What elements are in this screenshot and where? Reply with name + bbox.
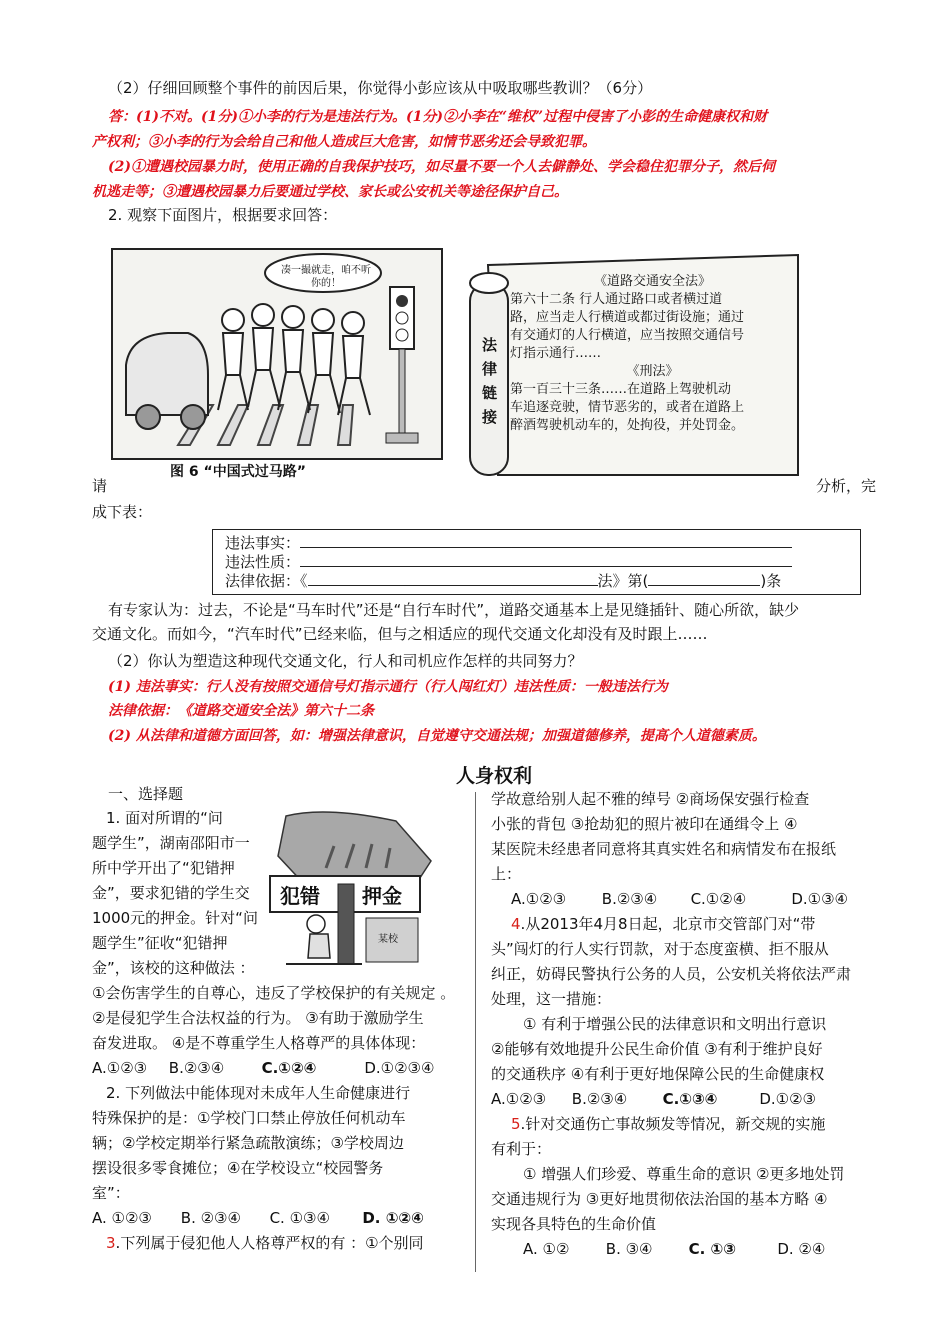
scroll-side-label: 法律链接: [482, 336, 498, 426]
article-blank[interactable]: [648, 571, 760, 586]
figure-caption: 图 6 “中国式过马路”: [170, 464, 306, 480]
basis-mid: 法》第(: [597, 572, 649, 590]
choice-a[interactable]: A.①②③: [92, 1059, 148, 1077]
column-divider: [475, 792, 476, 1272]
q4-line: 头”闯灯的行人实行罚款，对于态度蛮横、拒不服从: [491, 940, 829, 958]
q1-line: 题学生”征收“犯错押: [92, 934, 228, 952]
choice-d[interactable]: D.①②③④: [364, 1059, 435, 1077]
table-row-basis: [225, 571, 781, 591]
answer-2-line-2: 机逃走等；③遭遇校园暴力后要通过学校、家长或公安机关等途径保护自己。: [92, 184, 568, 200]
left-column-q3: [106, 1231, 424, 1256]
q3-choices: [511, 887, 848, 912]
q4-line: 纠正，妨碍民警执行公务的人员，公安机关将依法严肃: [491, 965, 852, 983]
q1-line: 金”，该校的这种做法 ：: [92, 959, 255, 977]
law1-line: 第六十二条 行人通过路口或者横过道: [510, 292, 723, 307]
q4-option-line: 的交通秩序 ④有利于更好地保障公民的生命健康权: [491, 1065, 825, 1083]
q4-option-line: ① 有利于增强公民的法律意识和文明出行意识: [523, 1015, 827, 1033]
q3-line: 上：: [491, 865, 522, 883]
question-2b: （2）你认为塑造这种现代交通文化，行人和司机应作怎样的共同努力？: [108, 652, 583, 670]
choice-b[interactable]: B.②③④: [571, 1090, 628, 1108]
q2-line: 特殊保护的是：①学校门口禁止停放任何机动车: [92, 1109, 406, 1127]
choice-d[interactable]: D.①②③: [759, 1090, 817, 1108]
q5-option-line: ① 增强人们珍爱、尊重生命的意识 ②更多地处罚: [523, 1165, 845, 1183]
q3-text: .下列属于侵犯他人人格尊严权的有 ：①个别同: [115, 1234, 424, 1252]
expert-line-2: 交通文化。而如今，“汽车时代”已经来临，但与之相适应的现代交通文化却没有及时跟上……: [92, 625, 708, 643]
question-2-prompt: （2）仔细回顾整个事件的前因后果，你觉得小彭应该从中吸取哪些教训？（6分）: [108, 79, 653, 97]
complete-table-label: 成下表：: [92, 503, 153, 521]
choice-b[interactable]: B. ②③④: [180, 1209, 241, 1227]
left-column-q2: [92, 1081, 410, 1206]
table-row-nature: [225, 552, 792, 572]
answer-3-line-3: (2) 从法律和道德方面回答，如：增强法律意识，自觉遵守交通法规；加强道德修养，提高个人道德素质。: [108, 728, 766, 744]
choice-b[interactable]: B.②③④: [168, 1059, 225, 1077]
left-column-q1: [92, 806, 258, 981]
basis-end: )条: [760, 572, 782, 590]
q4-line: .从2013年4月8日起，北京市交管部门对“带: [520, 915, 816, 933]
q5-choices: [523, 1237, 825, 1262]
answer-3-line-2: 法律依据：《道路交通安全法》第六十二条: [108, 703, 374, 719]
choice-b[interactable]: B. ③④: [605, 1240, 653, 1258]
choice-c[interactable]: C.①②④: [690, 890, 747, 908]
overlap-text-right: 分析，完: [816, 477, 877, 495]
choice-d[interactable]: D. ②④: [777, 1240, 826, 1258]
q4-options: [491, 1012, 826, 1087]
q3-line: 某医院未经患者同意将其真实姓名和病情发布在报纸: [491, 840, 837, 858]
basis-label: 法律依据：《: [225, 572, 308, 590]
crossing-figure: [108, 245, 808, 485]
law-name-blank[interactable]: [308, 571, 598, 586]
answer-1-line-1: 答：(1)不对。(1分)①小李的行为是违法行为。(1分)②小李在“维权”过程中侵害了小彭的生命健康权和财: [108, 109, 768, 125]
q4-number: 4: [511, 915, 521, 933]
q1-line: 题学生”，湖南邵阳市一: [92, 834, 250, 852]
answer-3-line-1: (1) 违法事实：行人没有按照交通信号灯指示通行（行人闯红灯）违法性质：一般违法行为: [108, 679, 668, 695]
q2-choices: [92, 1206, 424, 1231]
choice-c[interactable]: C. ①③: [688, 1240, 736, 1258]
q1-choices: [92, 1056, 434, 1081]
law2-line: 醉酒驾驶机动车的，处拘役，并处罚金。: [510, 418, 745, 433]
q1-line: 1000元的押金。针对“问: [92, 909, 258, 927]
banner-text-right: 押金: [362, 884, 402, 908]
q5-line: 有利于：: [491, 1140, 552, 1158]
law2-title: 《刑法》: [626, 364, 679, 379]
plate-text: 某校: [378, 934, 398, 945]
overlap-text-left: 请: [92, 477, 108, 495]
q3-number: 3: [106, 1234, 116, 1252]
choice-heading: 一、选择题: [108, 785, 184, 803]
q2-line: 2. 下列做法中能体现对未成年人生命健康进行: [106, 1084, 411, 1102]
q3-line: 小张的背包 ③抢劫犯的照片被印在通缉令上 ④: [491, 815, 798, 833]
nature-blank[interactable]: [300, 552, 792, 567]
law-excerpt: [510, 273, 795, 435]
right-column-q5: [491, 1112, 825, 1162]
answer-1-line-2: 产权利；③小李的行为会给自己和他人造成巨大危害，如情节恶劣还会导致犯罪。: [92, 134, 596, 150]
fact-label: 违法事实：: [225, 534, 301, 552]
law1-line: 有交通灯的人行横道，应当按照交通信号: [510, 328, 745, 343]
law1-line: 灯指示通行……: [510, 346, 602, 361]
section-title: 人身权利: [456, 765, 533, 787]
right-column-q3: [491, 787, 836, 887]
choice-a[interactable]: A.①②③: [511, 890, 567, 908]
q5-option-line: 实现各具特色的生命价值: [491, 1215, 657, 1233]
fact-blank[interactable]: [300, 533, 792, 548]
q1-option-line: ①会伤害学生的自尊心，违反了学校保护的有关规定 。: [92, 984, 456, 1002]
choice-c[interactable]: C.①③④: [662, 1090, 718, 1108]
q2-line: 室”：: [92, 1184, 130, 1202]
q1-option-line: 奋发进取。 ④是不尊重学生人格尊严的具体体现：: [92, 1034, 426, 1052]
q2-line: 摆设很多零食摊位；④在学校设立“校园警务: [92, 1159, 384, 1177]
q5-line: .针对交通伤亡事故频发等情况，新交规的实施: [520, 1115, 826, 1133]
question-observe: 2. 观察下面图片，根据要求回答：: [108, 206, 338, 224]
choice-d[interactable]: D. ①②④: [362, 1209, 424, 1227]
choice-c[interactable]: C.①②④: [261, 1059, 317, 1077]
q4-option-line: ②能够有效地提升公民生命价值 ③有利于维护良好: [491, 1040, 823, 1058]
law1-title: 《道路交通安全法》: [593, 274, 711, 289]
answer-2-line-1: (2)①遭遇校园暴力时，使用正确的自我保护技巧，如尽量不要一个人去僻静处、学会稳住犯罪分子，然后伺: [108, 159, 775, 175]
q5-option-line: 交通违规行为 ③更好地贯彻依法治国的基本方略 ④: [491, 1190, 828, 1208]
banner-text-left: 犯错: [280, 884, 320, 908]
fill-in-table: [212, 529, 861, 595]
q3-line: 学故意给别人起不雅的绰号 ②商场保安强行检查: [491, 790, 810, 808]
choice-a[interactable]: A. ①②③: [92, 1209, 152, 1227]
choice-c[interactable]: C. ①③④: [269, 1209, 330, 1227]
q1-option-line: ②是侵犯学生合法权益的行为。 ③有助于激励学生: [92, 1009, 424, 1027]
law1-line: 路，应当走人行横道或都过街设施；通过: [510, 310, 745, 325]
law2-line: 车追逐竞驶，情节恶劣的，或者在道路上: [510, 400, 745, 415]
expert-line-1: 有专家认为：过去，不论是“马车时代”还是“自行车时代”，道路交通基本上是见缝插针、随心所欲，缺少: [108, 601, 800, 619]
q1-line: 金”，要求犯错的学生交: [92, 884, 250, 902]
q2-line: 辆；②学校定期举行紧急疏散演练；③学校周边: [92, 1134, 404, 1152]
q4-choices: [491, 1087, 816, 1112]
choice-d[interactable]: D.①③④: [791, 890, 849, 908]
q5-options: [491, 1162, 844, 1237]
q1-line: 所中学开出了“犯错押: [92, 859, 235, 877]
choice-a[interactable]: A. ①②: [523, 1240, 570, 1258]
right-column-q4: [491, 912, 851, 1012]
q1-line: 1. 面对所谓的“问: [106, 809, 223, 827]
choice-b[interactable]: B.②③④: [601, 890, 658, 908]
q1-options: [92, 981, 455, 1056]
law2-line: 第一百三十三条……在道路上驾驶机动: [510, 382, 732, 397]
deposit-cartoon: [266, 806, 438, 971]
q4-line: 处理，这一措施：: [491, 990, 612, 1008]
q5-number: 5: [511, 1115, 521, 1133]
speech-bubble-text: 凑一撮就走，咱不听你的！: [281, 265, 371, 289]
choice-a[interactable]: A.①②③: [491, 1090, 547, 1108]
table-row-fact: [225, 533, 792, 553]
nature-label: 违法性质：: [225, 553, 301, 571]
